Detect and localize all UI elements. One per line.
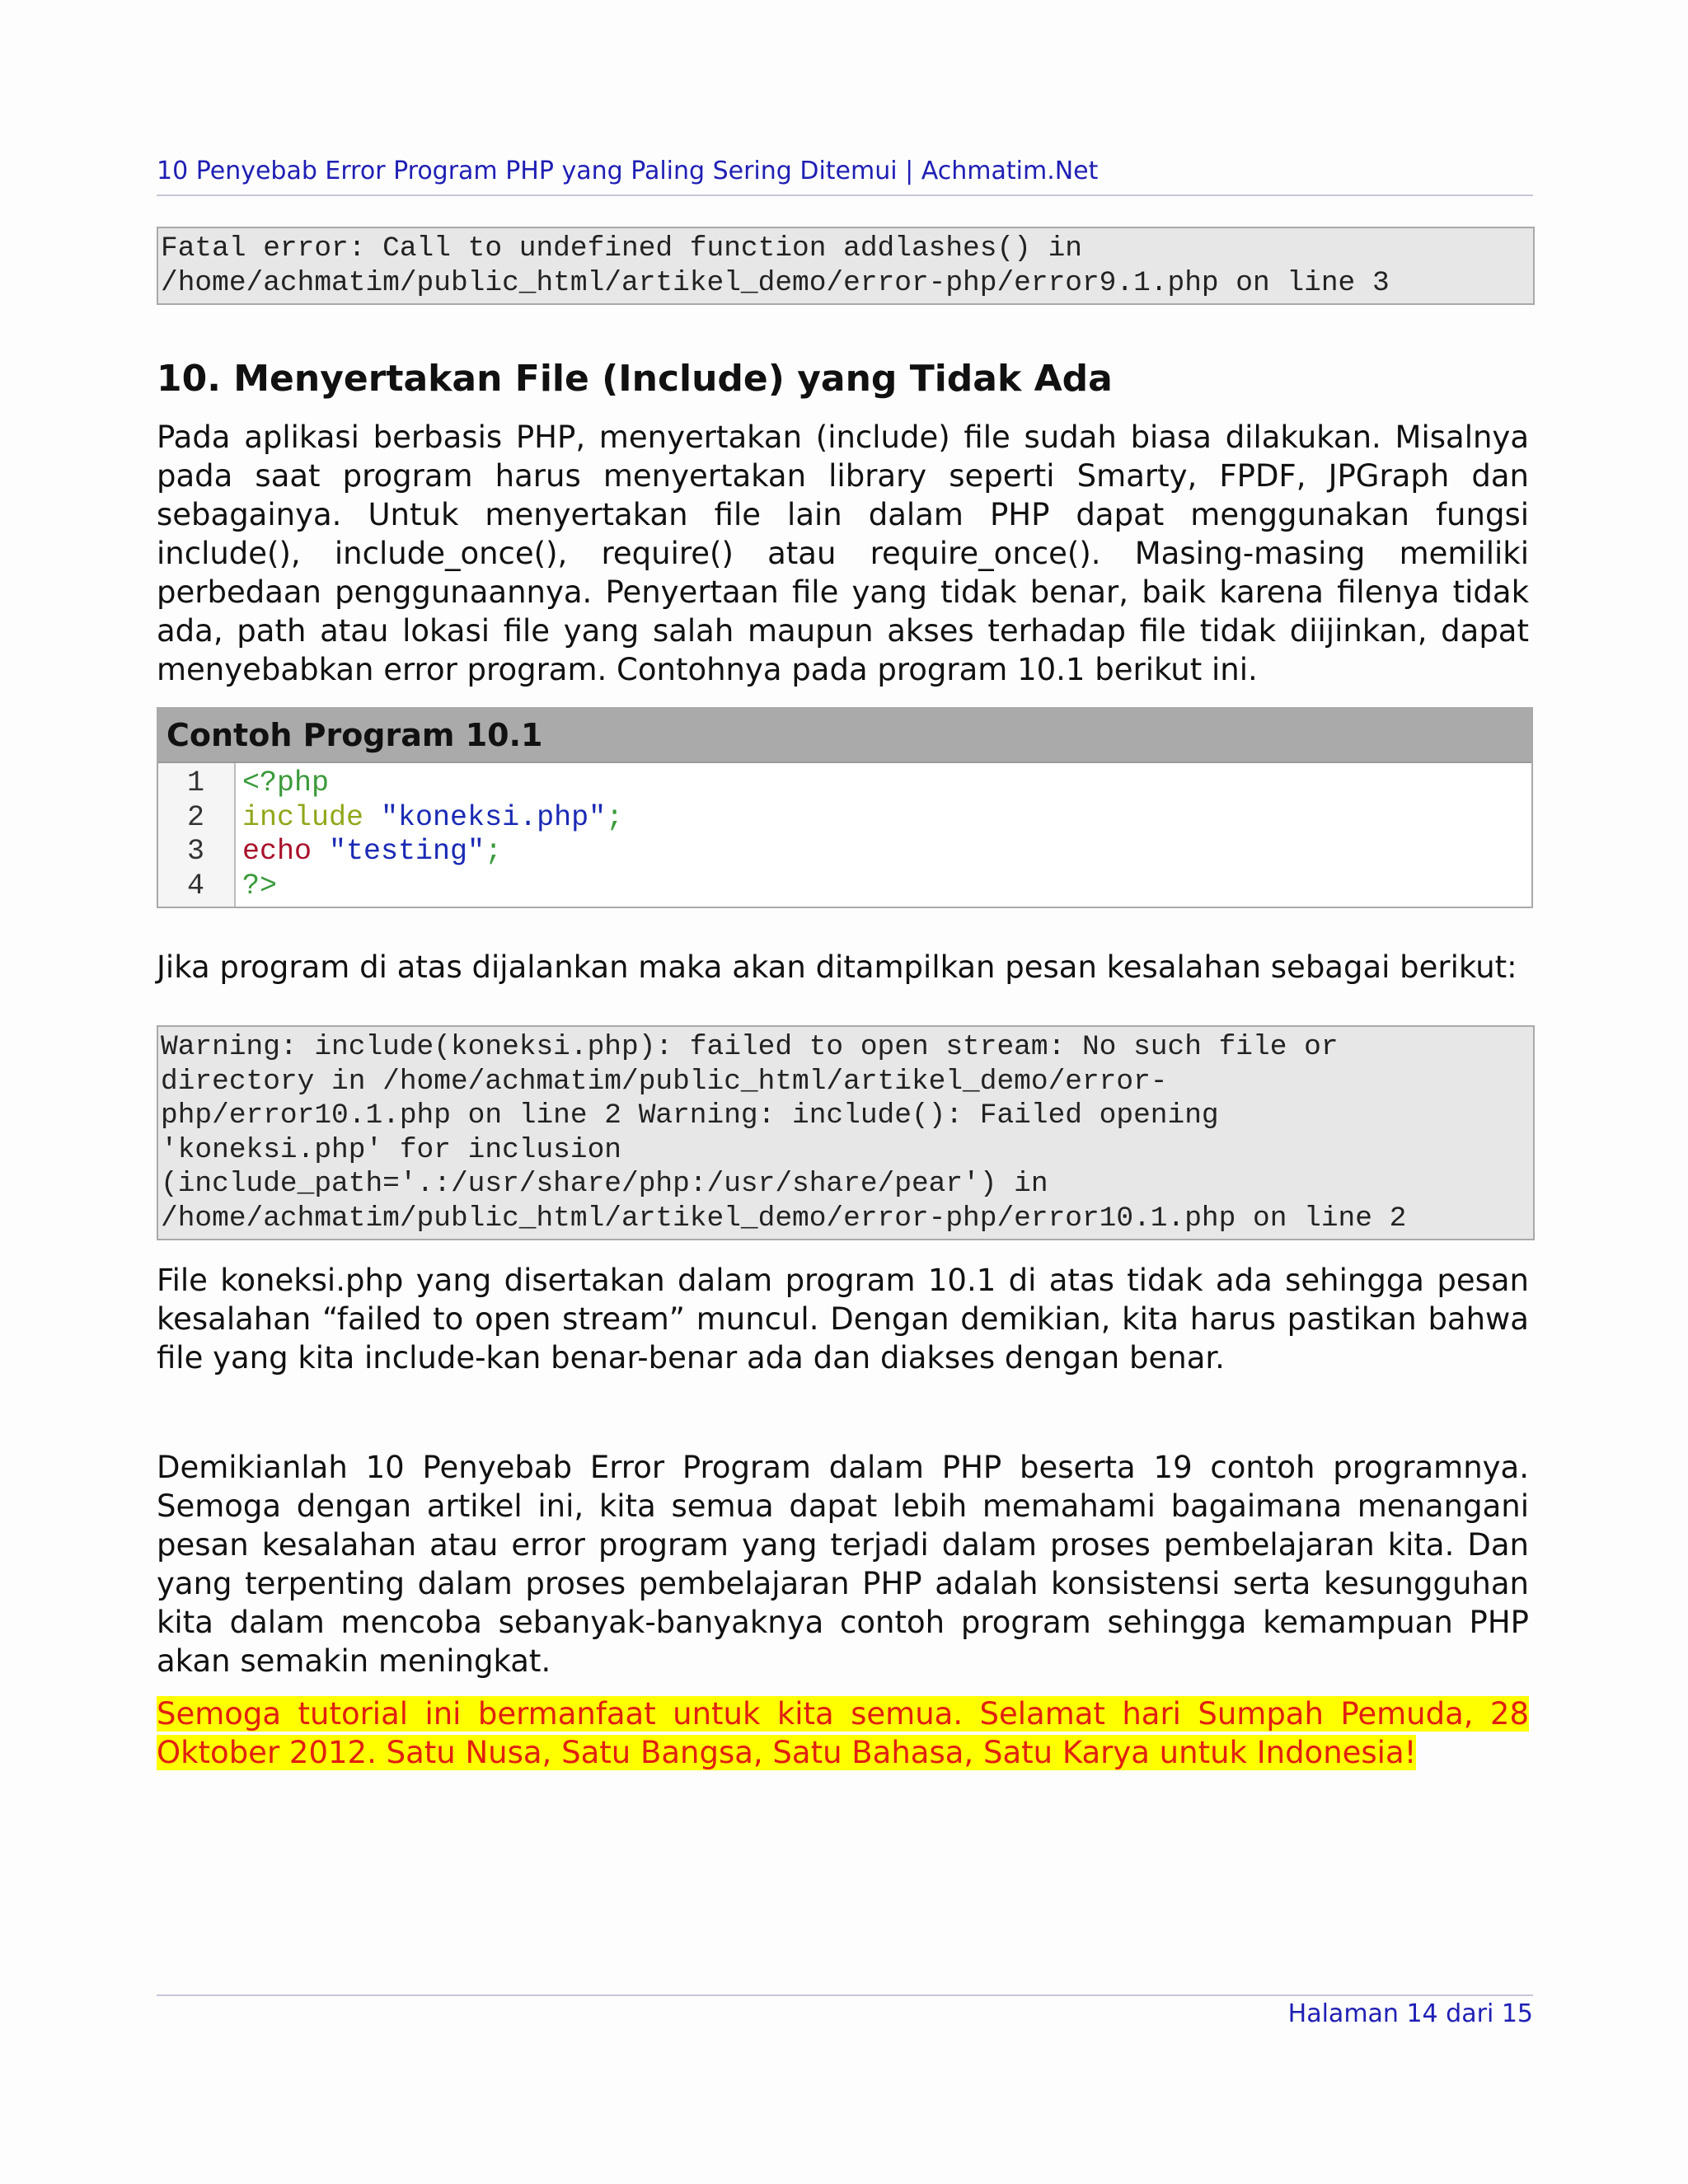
- footer-divider: [157, 1994, 1533, 1996]
- code-line: [242, 835, 623, 869]
- code-example-box: [157, 707, 1533, 908]
- code-line: [242, 801, 623, 836]
- line-number: 4: [186, 869, 204, 902]
- line-number: 1: [186, 766, 204, 799]
- warning-line: php/error10.1.php on line 2 Warning: include(): Failed opening: [161, 1099, 1219, 1132]
- warning-line: directory in /home/achmatim/public_html/artikel_demo/error-: [161, 1065, 1168, 1098]
- page-header: 10 Penyebab Error Program PHP yang Paling Sering Ditemui | Achmatim.Net: [157, 155, 1533, 196]
- code-example-title: Contoh Program 10.1: [158, 709, 1531, 763]
- keyword-echo: echo: [242, 835, 312, 868]
- warning-line: 'koneksi.php' for inclusion: [161, 1133, 621, 1166]
- intro-paragraph: Pada aplikasi berbasis PHP, menyertakan (include) file sudah biasa dilakukan. Misalnya pada saat program harus menyertakan library seperti Smarty, FPDF, JPGraph dan sebagainya. Untuk menyertakan file lain dalam PHP dapat menggunakan fungsi include(), include_once(), require() atau require_once(). Masing-masing memiliki perbedaan penggunaannya. Penyertaan file yang tidak benar, baik karena filenya tidak ada, path atau lokasi file yang salah maupun akses terhadap file tidak diijinkan, dapat menyebabkan error program. Contohnya pada program 10.1 berikut ini.: [157, 419, 1529, 687]
- semicolon: ;: [606, 800, 624, 834]
- warning-line: (include_path='.:/usr/share/php:/usr/share/pear') in: [161, 1168, 1048, 1200]
- php-close-tag: ?>: [242, 869, 278, 902]
- line-numbers: [158, 763, 236, 907]
- closing-highlight: [157, 1694, 1529, 1772]
- error-output-box: [157, 227, 1535, 305]
- code-line: [242, 869, 623, 904]
- string-literal: "koneksi.php": [381, 800, 607, 834]
- result-intro-paragraph: Jika program di atas dijalankan maka akan ditampilkan pesan kesalahan sebagai berikut:: [157, 949, 1517, 985]
- conclusion-paragraph: Demikianlah 10 Penyebab Error Program dalam PHP beserta 19 contoh programnya. Semoga dengan artikel ini, kita semua dapat lebih memahami bagaimana menangani pesan kesalahan atau error program yang terjadi dalam proses pembelajaran kita. Dan yang terpenting dalam proses pembelajaran PHP adalah konsistensi serta kesungguhan kita dalam mencoba sebanyak-banyaknya contoh program sehingga kemampuan PHP akan semakin meningkat.: [157, 1450, 1529, 1679]
- explanation-paragraph: File koneksi.php yang disertakan dalam program 10.1 di atas tidak ada sehingga pesan kesalahan “failed to open stream” muncul. Dengan demikian, kita harus pastikan bahwa file yang kita include-kan benar-benar ada dan diakses dengan benar.: [157, 1263, 1529, 1376]
- line-number: 2: [186, 800, 204, 834]
- warning-output-box: [157, 1025, 1535, 1240]
- closing-text: Semoga tutorial ini bermanfaat untuk kita semua. Selamat hari Sumpah Pemuda, 28 Oktober 2012. Satu Nusa, Satu Bangsa, Satu Bahasa, Satu Karya untuk Indonesia!: [157, 1696, 1529, 1770]
- php-open-tag: <?php: [242, 766, 330, 799]
- line-number: 3: [186, 835, 204, 868]
- code-line: [242, 766, 623, 801]
- keyword-include: include: [242, 800, 364, 834]
- warning-line: /home/achmatim/public_html/artikel_demo/error-php/error10.1.php on line 2: [161, 1202, 1407, 1235]
- error-line: Fatal error: Call to undefined function addlashes() in: [161, 232, 1082, 265]
- section-heading: 10. Menyertakan File (Include) yang Tidak Ada: [157, 358, 1113, 400]
- error-line: /home/achmatim/public_html/artikel_demo/error-php/error9.1.php on line 3: [161, 266, 1390, 299]
- code-lines: [236, 763, 630, 907]
- page-number: Halaman 14 dari 15: [1287, 1999, 1533, 2028]
- string-literal: "testing": [329, 835, 485, 868]
- semicolon: ;: [485, 835, 503, 868]
- warning-line: Warning: include(koneksi.php): failed to open stream: No such file or: [161, 1031, 1339, 1063]
